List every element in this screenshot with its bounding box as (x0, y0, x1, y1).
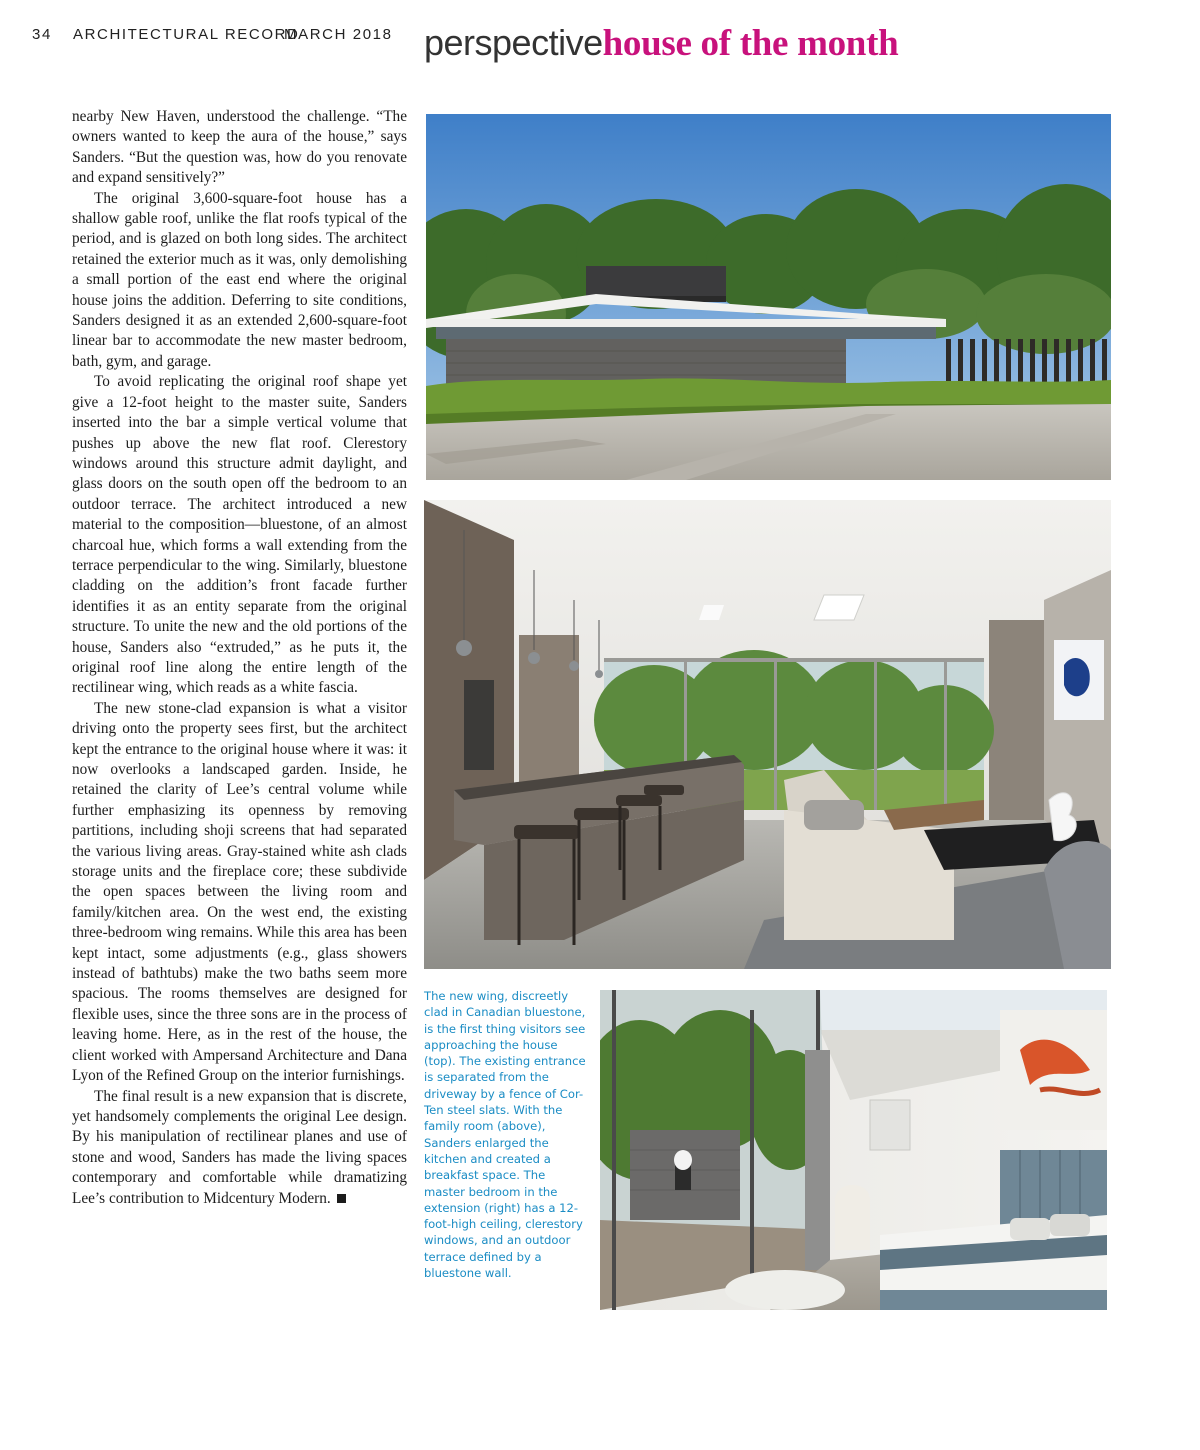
section-heading (424, 22, 898, 65)
end-mark-icon (337, 1194, 346, 1203)
section-kicker: perspective (424, 22, 603, 63)
publication-name: ARCHITECTURAL RECORD (73, 26, 300, 43)
photo-family-room (424, 500, 1111, 969)
body-paragraph: To avoid replicating the original roof shape yet give a 12-foot height to the master suite, Sanders inserted into the bar a simple vertical volume that pushes up above the new flat roof. Clerestory windows around this structure admit daylight, and glass doors on the south open off the bedroom to an outdoor terrace. The architect introduced a new material to the composition—bluestone, of an almost charcoal hue, which forms a wall extending from the terrace perpendicular to the wing. Similarly, bluestone cladding on the addition’s front facade further identifies it as an entity separate from the original structure. To unite the new and the old portions of the house, Sanders also “extruded,” as he puts it, the original roof line along the entire length of the rectilinear wing, which reads as a white fascia. (72, 373, 407, 697)
body-paragraph: nearby New Haven, understood the challenge. “The owners wanted to keep the aura of the house,” says Sanders. “But the question was, how do you renovate and expand sensitively?” (72, 108, 407, 187)
article-body (72, 107, 407, 1209)
body-paragraph-text: The final result is a new expansion that is discrete, yet handsomely complements the original Lee design. By his manipulation of rectilinear planes and use of stone and wood, Sanders has made the living spaces contemporary and comfortable while dramatizing Lee’s contribution to Midcentury Modern. (72, 1087, 407, 1207)
photo-master-bedroom (600, 990, 1107, 1310)
section-title: house of the month (602, 23, 899, 64)
final-paragraph (72, 1087, 407, 1209)
photo-caption: The new wing, discreetly clad in Canadian bluestone, is the first thing visitors see approaching the house (top). The existing entrance is separated from the driveway by a fence of Cor-Ten steel slats. With the family room (above), Sanders enlarged the kitchen and created a breakfast space. The master bedroom in the extension (right) has a 12-foot-high ceiling, clerestory windows, and an outdoor terrace defined by a bluestone wall. (424, 989, 586, 1281)
body-paragraph: The new stone-clad expansion is what a visitor driving onto the property sees first, but the architect kept the entrance to the original house where it was: it now overlooks a landscaped garden. Inside, he retained the clarity of Lee’s central volume while further emphasizing its openness by removing partitions, including shoji screens that had separated the various living areas. Gray-stained white ash clads storage units and the fireplace core; these subdivide the open spaces between the living room and family/kitchen area. On the west end, the existing three-bedroom wing remains. While this area has been kept intact, some adjustments (e.g., glass showers instead of bathtubs) make the two baths seem more spacious. The rooms themselves are designed for flexible uses, since the three sons are in the process of leaving home. Here, as in the rest of the house, the client worked with Ampersand Architecture and Dana Lyon of the Refined Group on the interior furnishings. (72, 699, 407, 1085)
body-paragraph: The original 3,600-square-foot house has a shallow gable roof, unlike the flat roofs typical of the period, and is glazed on both long sides. The architect retained the exterior much as it was, only demolishing a small portion of the east end where the original house joins the addition. Deferring to site conditions, Sanders designed it as an extended 2,600-square-foot linear bar to accommodate the new master bedroom, bath, gym, and garage. (72, 189, 407, 370)
page-number: 34 (32, 26, 52, 43)
photo-exterior (426, 114, 1111, 480)
issue-date: MARCH 2018 (284, 26, 393, 43)
